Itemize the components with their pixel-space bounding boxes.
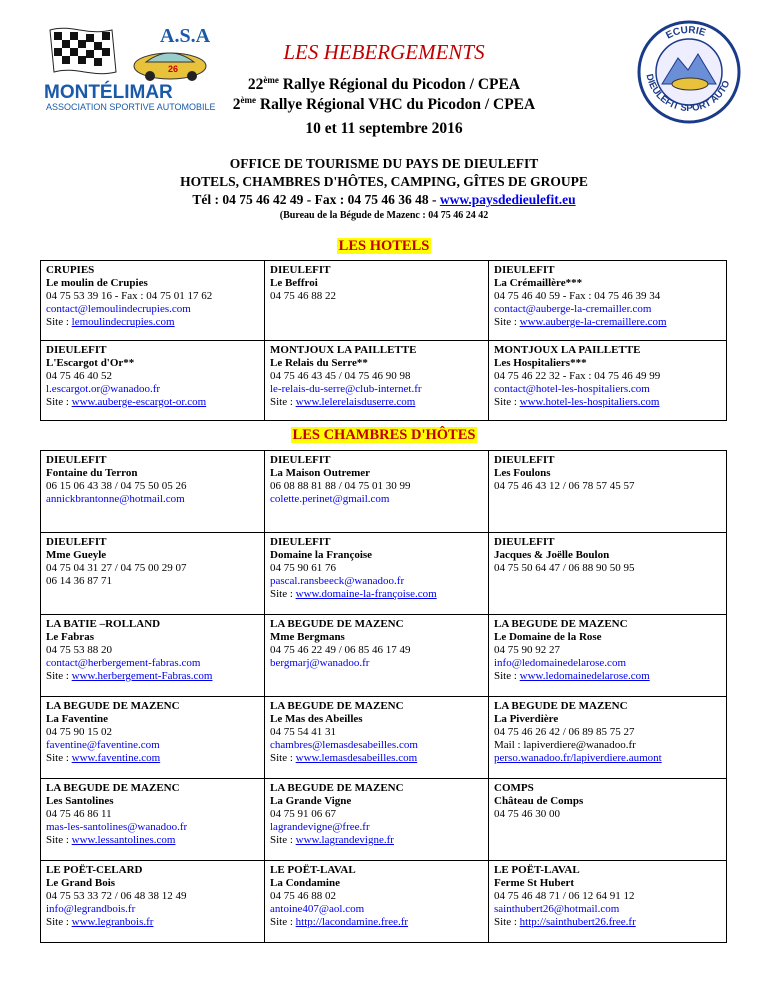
table-row [41, 341, 727, 421]
listing-place: DIEULEFIT [46, 536, 107, 548]
listing-place: MONTJOUX LA PAILLETTE [270, 344, 417, 356]
listing-phone: Mail : lapiverdiere@wanadoo.fr [494, 739, 636, 751]
listing-email-link[interactable]: contact@lemoulindecrupies.com [46, 303, 191, 315]
hotels-table [40, 260, 727, 421]
listing-name: L'Escargot d'Or** [46, 357, 135, 369]
listing-phone: 04 75 90 15 02 [46, 726, 112, 738]
office-subtitle: HOTELS, CHAMBRES D'HÔTES, CAMPING, GÎTES DE GROUPE [180, 174, 588, 189]
listing-place: LA BEGUDE DE MAZENC [270, 700, 404, 712]
listing-phone: 04 75 53 33 72 / 06 48 38 12 49 [46, 890, 187, 902]
listing-phone: 06 14 36 87 71 [46, 575, 112, 587]
listing-place: LA BEGUDE DE MAZENC [270, 618, 404, 630]
listing-site-link[interactable]: www.auberge-la-cremaillere.com [519, 316, 667, 328]
rally-line-2: 2ème Rallye Régional VHC du Picodon / CPEA [232, 95, 536, 113]
listing-phone: 04 75 53 39 16 - Fax : 04 75 01 17 62 [46, 290, 213, 302]
listing-name: Le Domaine de la Rose [494, 631, 602, 643]
svg-text:26: 26 [168, 64, 179, 74]
listing-site-link[interactable]: www.ledomainedelarose.com [519, 670, 650, 682]
listing-phone: 04 75 54 41 31 [270, 726, 336, 738]
listing-cell [265, 451, 489, 533]
table-row [41, 697, 727, 779]
table-row [41, 615, 727, 697]
table-row [41, 861, 727, 943]
section-chambres-heading: LES CHAMBRES D'HÔTES [292, 427, 476, 443]
listing-name: Les Hospitaliers*** [494, 357, 587, 369]
listing-cell [41, 779, 265, 861]
listing-phone: 04 75 46 88 22 [270, 290, 336, 302]
listing-name: La Piverdière [494, 713, 559, 725]
listing-cell [265, 261, 489, 341]
listing-site-label: Site : [46, 316, 72, 328]
listing-email-link[interactable]: contact@auberge-la-cremailler.com [494, 303, 652, 315]
listing-site-label: Site : [46, 670, 72, 682]
listing-cell [41, 533, 265, 615]
listing-site-label: Site : [494, 916, 520, 928]
listing-site [494, 752, 721, 765]
listing-site [494, 316, 721, 329]
listing-site-label: Site : [270, 396, 296, 408]
listing-cell [489, 341, 727, 421]
listing-site-link[interactable]: www.lessantolines.com [71, 834, 176, 846]
listing-email-link[interactable]: mas-les-santolines@wanadoo.fr [46, 821, 188, 833]
listing-cell [489, 261, 727, 341]
listing-cell [41, 451, 265, 533]
listing-site [46, 316, 259, 329]
listing-email-link[interactable]: faventine@faventine.com [46, 739, 160, 751]
listing-name: Domaine la Françoise [270, 549, 373, 561]
listing-phone: 04 75 46 30 00 [494, 808, 560, 820]
listing-site [494, 396, 721, 409]
listing-email-link[interactable]: info@legrandbois.fr [46, 903, 136, 915]
svg-text:DIEULEFIT SPORT AUTO: DIEULEFIT SPORT AUTO [643, 72, 733, 115]
listing-phone: 04 75 46 26 42 / 06 89 85 75 27 [494, 726, 635, 738]
listing-cell [265, 779, 489, 861]
section-hotels-heading: LES HOTELS [338, 238, 430, 254]
office-website-link[interactable]: www.paysdedieulefit.eu [439, 192, 576, 207]
svg-text:ECURIE: ECURIE [664, 24, 707, 42]
listing-place: LA BEGUDE DE MAZENC [494, 618, 628, 630]
listing-site-label: Site : [494, 316, 520, 328]
listing-site-link[interactable]: www.lemasdesabeilles.com [295, 752, 418, 764]
listing-phone: 04 75 46 43 12 / 06 78 57 45 57 [494, 480, 635, 492]
listing-place: LA BEGUDE DE MAZENC [46, 782, 180, 794]
listing-site [494, 916, 721, 929]
listing-email-link[interactable]: contact@herbergement-fabras.com [46, 657, 201, 669]
listing-place: DIEULEFIT [494, 536, 555, 548]
listing-name: Les Foulons [494, 467, 551, 479]
listing-name: La Condamine [270, 877, 340, 889]
listing-cell [41, 341, 265, 421]
listing-site-link[interactable]: www.herbergement-Fabras.com [71, 670, 213, 682]
listing-cell [41, 261, 265, 341]
listing-place: DIEULEFIT [46, 454, 107, 466]
listing-site-label: Site : [270, 752, 296, 764]
listing-site-link[interactable]: lemoulindecrupies.com [71, 316, 175, 328]
listing-site [46, 752, 259, 765]
listing-place: LE POËT-LAVAL [270, 864, 356, 876]
listing-email-link[interactable]: info@ledomainedelarose.com [494, 657, 626, 669]
listing-name: Le Beffroi [270, 277, 318, 289]
listing-cell [265, 341, 489, 421]
table-row [41, 261, 727, 341]
listing-site-label: Site : [270, 834, 296, 846]
svg-text:MONTÉLIMAR: MONTÉLIMAR [44, 82, 173, 103]
table-row [41, 451, 727, 533]
listing-email-link[interactable]: le-relais-du-serre@club-internet.fr [270, 383, 422, 395]
listing-cell [489, 451, 727, 533]
office-title: OFFICE DE TOURISME DU PAYS DE DIEULEFIT [229, 156, 539, 171]
listing-site-label: Site : [46, 834, 72, 846]
listing-place: LE POËT-LAVAL [494, 864, 580, 876]
listing-site-link[interactable]: www.lelerelaisduserre.com [295, 396, 416, 408]
listing-name: Fontaine du Terron [46, 467, 138, 479]
listing-cell [265, 697, 489, 779]
listing-site-link[interactable]: www.faventine.com [71, 752, 161, 764]
listing-place: LE POËT-CELARD [46, 864, 143, 876]
listing-phone: 06 15 06 43 38 / 04 75 50 05 26 [46, 480, 187, 492]
listing-phone: 04 75 46 22 32 - Fax : 04 75 46 49 99 [494, 370, 661, 382]
listing-name: Château de Comps [494, 795, 584, 807]
listing-site-link[interactable]: perso.wanadoo.fr/lapiverdiere.aumont [494, 752, 662, 764]
listing-cell [41, 861, 265, 943]
listing-phone: 04 75 46 86 11 [46, 808, 112, 820]
page-title: LES HEBERGEMENTS [283, 40, 485, 64]
listing-email-link[interactable]: pascal.ransbeeck@wanadoo.fr [270, 575, 405, 587]
listing-site-link[interactable]: http://lacondamine.free.fr [295, 916, 409, 928]
office-contact: Tél : 04 75 46 42 49 - Fax : 04 75 46 36 48 - www.paysdedieulefit.eu [192, 192, 576, 207]
listing-site [46, 834, 259, 847]
listing-phone: 04 75 50 64 47 / 06 88 90 50 95 [494, 562, 635, 574]
listing-site-link[interactable]: www.lagrandevigne.fr [295, 834, 394, 846]
listing-site-label: Site : [46, 916, 72, 928]
listing-name: La Grande Vigne [270, 795, 352, 807]
listing-cell [489, 779, 727, 861]
listing-name: La Maison Outremer [270, 467, 371, 479]
listing-phone: 04 75 90 92 27 [494, 644, 560, 656]
listing-cell [489, 697, 727, 779]
listing-phone: 06 08 88 81 88 / 04 75 01 30 99 [270, 480, 411, 492]
listing-name: Le Fabras [46, 631, 94, 643]
listing-email-link[interactable]: l.escargot.or@wanadoo.fr [46, 383, 161, 395]
listing-email-link[interactable]: annickbrantonne@hotmail.com [46, 493, 185, 505]
listing-email-link[interactable]: antoine407@aol.com [270, 903, 365, 915]
listing-cell [265, 533, 489, 615]
listing-site [270, 396, 483, 409]
listing-place: DIEULEFIT [494, 264, 555, 276]
listing-name: Le Relais du Serre** [270, 357, 368, 369]
listing-name: Mme Gueyle [46, 549, 107, 561]
listing-site-label: Site : [46, 752, 72, 764]
listing-site-label: Site : [46, 396, 72, 408]
listing-email-link[interactable]: chambres@lemasdesabeilles.com [270, 739, 418, 751]
listing-site [46, 670, 259, 683]
listing-place: DIEULEFIT [46, 344, 107, 356]
listing-cell [41, 697, 265, 779]
listing-phone: 04 75 91 06 67 [270, 808, 336, 820]
listing-place: LA BEGUDE DE MAZENC [270, 782, 404, 794]
listing-place: DIEULEFIT [270, 536, 331, 548]
listing-place: CRUPIES [46, 264, 95, 276]
listing-phone: 04 75 90 61 76 [270, 562, 336, 574]
listing-phone: 04 75 46 40 59 - Fax : 04 75 46 39 34 [494, 290, 661, 302]
listing-name: Le moulin de Crupies [46, 277, 148, 289]
listing-site [494, 670, 721, 683]
listing-site-link[interactable]: www.domaine-la-françoise.com [295, 588, 437, 600]
listing-phone: 04 75 46 48 71 / 06 12 64 91 12 [494, 890, 635, 902]
office-bureau: (Bureau de la Bégude de Mazenc : 04 75 46 24 42 [279, 210, 489, 221]
listing-place: DIEULEFIT [270, 264, 331, 276]
listing-site [46, 396, 259, 409]
chambres-table [40, 450, 727, 943]
rally-line-1: 22ème Rallye Régional du Picodon / CPEA [247, 75, 521, 93]
listing-site [270, 916, 483, 929]
listing-site-link[interactable]: www.legranbois.fr [71, 916, 154, 928]
listing-cell [41, 615, 265, 697]
listing-phone: 04 75 53 88 20 [46, 644, 112, 656]
svg-text:A.S.A: A.S.A [160, 25, 211, 47]
listing-email-link[interactable]: sainthubert26@hotmail.com [494, 903, 620, 915]
listing-cell [489, 533, 727, 615]
listing-email-link[interactable]: colette.perinet@gmail.com [270, 493, 390, 505]
svg-text:ASSOCIATION SPORTIVE AUTOMOBIL: ASSOCIATION SPORTIVE AUTOMOBILE [46, 102, 216, 112]
listing-name: Les Santolines [46, 795, 114, 807]
listing-email-link[interactable]: contact@hotel-les-hospitaliers.com [494, 383, 650, 395]
listing-email-link[interactable]: bergmarj@wanadoo.fr [270, 657, 370, 669]
listing-email-link[interactable]: lagrandevigne@free.fr [270, 821, 370, 833]
listing-place: LA BATIE –ROLLAND [46, 618, 161, 630]
listing-name: La Crémaillère*** [494, 277, 583, 289]
listing-site-label: Site : [494, 396, 520, 408]
listing-name: La Faventine [46, 713, 109, 725]
listing-name: Mme Bergmans [270, 631, 345, 643]
table-row [41, 533, 727, 615]
listing-cell [265, 861, 489, 943]
event-dates: 10 et 11 septembre 2016 [305, 120, 463, 137]
listing-site-label: Site : [270, 916, 296, 928]
listing-phone: 04 75 04 31 27 / 04 75 00 29 07 [46, 562, 187, 574]
listing-name: Jacques & Joëlle Boulon [494, 549, 610, 561]
listing-name: Le Grand Bois [46, 877, 116, 889]
listing-place: LA BEGUDE DE MAZENC [494, 700, 628, 712]
listing-name: Ferme St Hubert [494, 877, 575, 889]
listing-place: COMPS [494, 782, 534, 794]
listing-site-label: Site : [270, 588, 296, 600]
listing-cell [265, 615, 489, 697]
listing-site-link[interactable]: www.auberge-escargot-or.com [71, 396, 207, 408]
listing-place: MONTJOUX LA PAILLETTE [494, 344, 641, 356]
table-row [41, 779, 727, 861]
listing-place: DIEULEFIT [270, 454, 331, 466]
listing-cell [489, 861, 727, 943]
listing-site-label: Site : [494, 670, 520, 682]
listing-site [270, 834, 483, 847]
listing-site [46, 916, 259, 929]
listing-place: DIEULEFIT [494, 454, 555, 466]
listing-phone: 04 75 46 43 45 / 04 75 46 90 98 [270, 370, 411, 382]
listing-cell [489, 615, 727, 697]
listing-site-link[interactable]: http://sainthubert26.free.fr [519, 916, 636, 928]
listing-site-link[interactable]: www.hotel-les-hospitaliers.com [519, 396, 660, 408]
listing-site [270, 752, 483, 765]
listing-phone: 04 75 46 40 52 [46, 370, 112, 382]
listing-name: Le Mas des Abeilles [270, 713, 363, 725]
listing-phone: 04 75 46 22 49 / 06 85 46 17 49 [270, 644, 411, 656]
listing-place: LA BEGUDE DE MAZENC [46, 700, 180, 712]
listing-site [270, 588, 483, 601]
listing-phone: 04 75 46 88 02 [270, 890, 336, 902]
